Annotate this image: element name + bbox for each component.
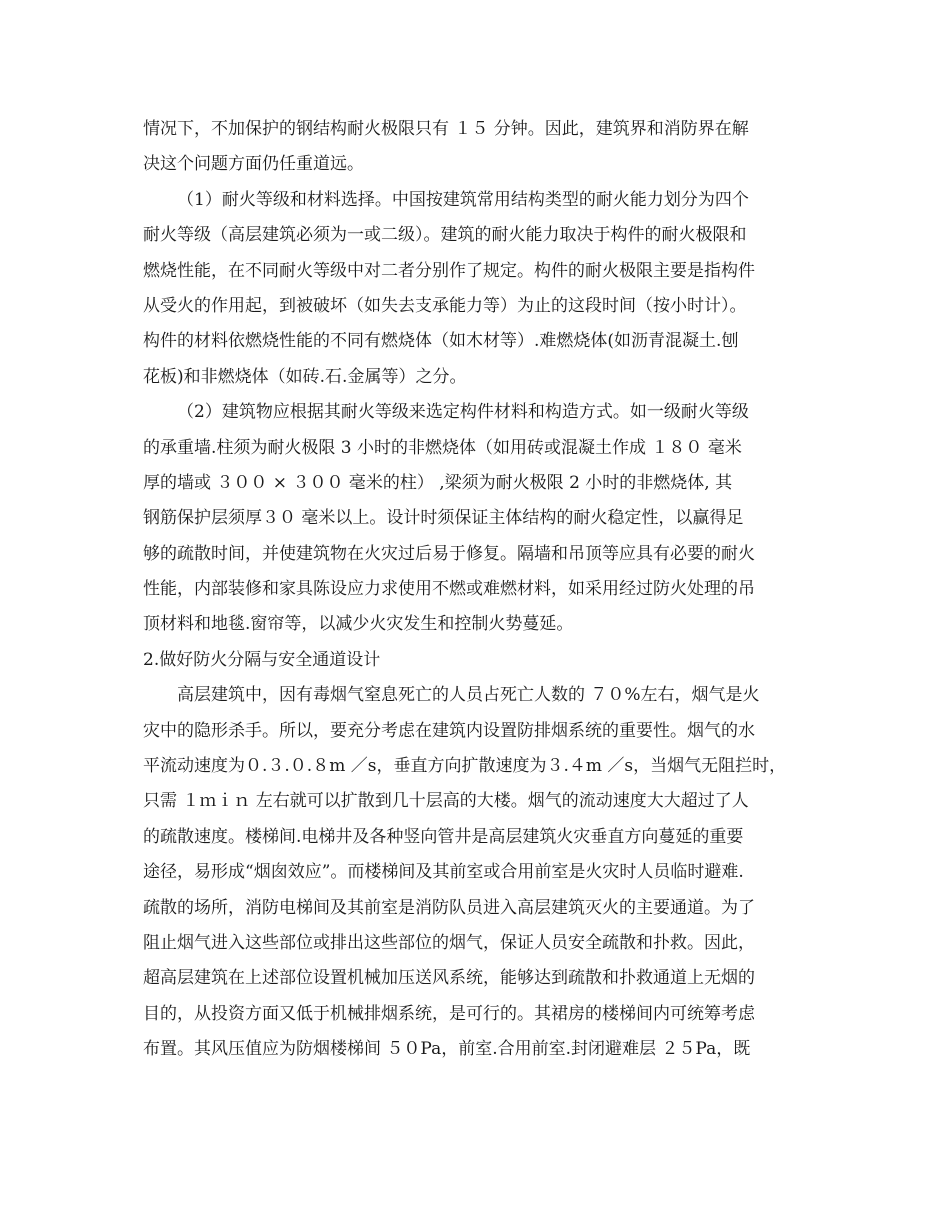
text-line: 燃烧性能，在不同耐火等级中对二者分别作了规定。构件的耐火极限主要是指构件 xyxy=(143,260,755,281)
text-line: 目的，从投资方面又低于机械排烟系统，是可行的。其裙房的楼梯间内可统筹考虑 xyxy=(143,1003,755,1024)
text-line: 厚的墙或 ３００ × ３００ 毫米的柱） ,梁须为耐火极限 2 小时的非燃烧体, 其 xyxy=(143,472,733,493)
text-line: 平流动速度为０.３.０.８m ／s，垂直方向扩散速度为３.４m ／s，当烟气无阻拦时， xyxy=(143,756,787,777)
document-body xyxy=(143,112,823,1068)
text-line: 途径，易形成“烟囱效应”。而楼梯间及其前室或合用前室是火灾时人员临时避难. xyxy=(143,862,744,883)
text-line: 灾中的隐形杀手。所以，要充分考虑在建筑内设置防排烟系统的重要性。烟气的水 xyxy=(143,720,755,741)
text-line: 花板)和非燃烧体（如砖.石.金属等）之分。 xyxy=(143,366,467,387)
text-line: （1）耐火等级和材料选择。中国按建筑常用结构类型的耐火能力划分为四个 xyxy=(177,189,749,210)
text-line: 耐火等级（高层建筑必须为一或二级）。建筑的耐火能力取决于构件的耐火极限和 xyxy=(143,225,747,246)
text-line: 只需 １ｍｉｎ 左右就可以扩散到几十层高的大楼。烟气的流动速度大大超过了人 xyxy=(143,791,749,812)
text-line: 超高层建筑在上述部位设置机械加压送风系统，能够达到疏散和扑救通道上无烟的 xyxy=(143,968,755,989)
text-line: （2）建筑物应根据其耐火等级来选定构件材料和构造方式。如一级耐火等级 xyxy=(177,402,749,423)
text-line: 2.做好防火分隔与安全通道设计 xyxy=(143,649,381,670)
text-line: 够的疏散时间，并使建筑物在火灾过后易于修复。隔墙和吊顶等应具有必要的耐火 xyxy=(143,543,755,564)
text-line: 高层建筑中，因有毒烟气窒息死亡的人员占死亡人数的 ７０%左右，烟气是火 xyxy=(177,685,760,706)
text-line: 决这个问题方面仍任重道远。 xyxy=(143,154,364,175)
text-line: 性能，内部装修和家具陈设应力求使用不燃或难燃材料，如采用经过防火处理的吊 xyxy=(143,579,755,600)
text-line: 情况下，不加保护的钢结构耐火极限只有 １５ 分钟。因此，建筑界和消防界在解 xyxy=(143,119,749,139)
text-line: 从受火的作用起，到被破坏（如失去支承能力等）为止的这段时间（按小时计）。 xyxy=(143,295,747,316)
text-line: 的承重墙.柱须为耐火极限 3 小时的非燃烧体（如用砖或混凝土作成 １８０ 毫米 xyxy=(143,437,742,458)
text-line: 布置。其风压值应为防烟楼梯间 ５０Pa，前室.合用前室.封闭避难层 ２５Pa，既 xyxy=(143,1039,751,1060)
text-line: 的疏散速度。楼梯间.电梯井及各种竖向管井是高层建筑火灾垂直方向蔓延的重要 xyxy=(143,826,744,847)
text-line: 疏散的场所，消防电梯间及其前室是消防队员进入高层建筑灭火的主要通道。为了 xyxy=(143,897,755,918)
text-line: 构件的材料依燃烧性能的不同有燃烧体（如木材等）.难燃烧体(如沥青混凝土.刨 xyxy=(143,331,739,352)
text-line: 阻止烟气进入这些部位或排出这些部位的烟气，保证人员安全疏散和扑救。因此， xyxy=(143,932,755,953)
text-line: 顶材料和地毯.窗帘等，以减少火灾发生和控制火势蔓延。 xyxy=(143,614,574,635)
text-line: 钢筋保护层须厚３０ 毫米以上。设计时须保证主体结构的耐火稳定性，以赢得足 xyxy=(143,508,744,529)
